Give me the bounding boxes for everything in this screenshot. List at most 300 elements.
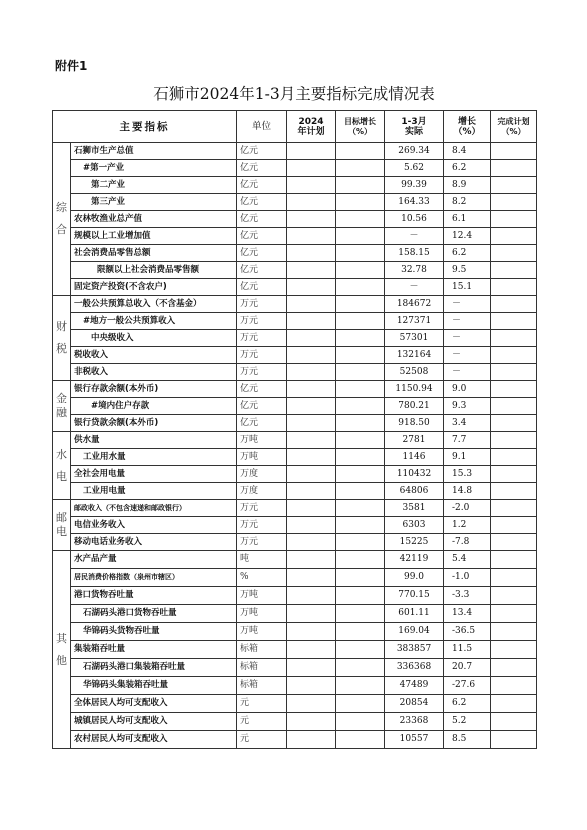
target-growth-cell xyxy=(336,483,385,500)
actual-value: 42119 xyxy=(385,551,444,569)
actual-value: 164.33 xyxy=(385,194,444,211)
growth-value: 12.4 xyxy=(444,228,491,245)
plan-cell xyxy=(287,641,336,659)
header-growth-text: 增长（%） xyxy=(453,116,481,137)
indicator-name: 石狮市生产总值 xyxy=(71,143,237,160)
growth-value: 13.4 xyxy=(444,605,491,623)
indicator-name: 水产品产量 xyxy=(71,551,237,569)
indicator-name: 一般公共预算总收入（不含基金） xyxy=(71,296,237,313)
growth-value: -2.0 xyxy=(444,500,491,517)
table-row xyxy=(53,677,537,695)
indicator-name: 农村居民人均可支配收入 xyxy=(71,731,237,749)
header-target-growth xyxy=(336,111,385,143)
completion-cell xyxy=(491,623,537,641)
unit-cell: 万度 xyxy=(237,466,287,483)
target-growth-cell xyxy=(336,398,385,415)
header-indicator: 主要指标 xyxy=(53,111,237,143)
plan-cell xyxy=(287,228,336,245)
category-label: 邮电 xyxy=(53,500,71,551)
growth-value: 6.1 xyxy=(444,211,491,228)
indicator-name: #地方一般公共预算收入 xyxy=(71,313,237,330)
table-row xyxy=(53,296,537,313)
header-target-growth-text: 目标增长（%） xyxy=(344,116,376,136)
table-row xyxy=(53,143,537,160)
unit-cell: 亿元 xyxy=(237,143,287,160)
plan-cell xyxy=(287,432,336,449)
target-growth-cell xyxy=(336,500,385,517)
actual-value: 110432 xyxy=(385,466,444,483)
table-row xyxy=(53,449,537,466)
growth-value: 11.5 xyxy=(444,641,491,659)
indicator-name: 居民消费价格指数（泉州市辖区） xyxy=(71,569,237,587)
unit-cell: 万吨 xyxy=(237,623,287,641)
header-actual-text: 1-3月实际 xyxy=(401,116,427,137)
table-row xyxy=(53,695,537,713)
target-growth-cell xyxy=(336,641,385,659)
table-row xyxy=(53,262,537,279)
plan-cell xyxy=(287,177,336,194)
growth-value: 3.4 xyxy=(444,415,491,432)
indicator-name: 华锦码头集装箱吞吐量 xyxy=(71,677,237,695)
indicator-name: 集装箱吞吐量 xyxy=(71,641,237,659)
growth-value: 1.2 xyxy=(444,517,491,534)
growth-value: 9.5 xyxy=(444,262,491,279)
completion-cell xyxy=(491,449,537,466)
target-growth-cell xyxy=(336,211,385,228)
unit-cell: 标箱 xyxy=(237,641,287,659)
target-growth-cell xyxy=(336,245,385,262)
growth-value: 6.2 xyxy=(444,695,491,713)
table-row xyxy=(53,415,537,432)
target-growth-cell xyxy=(336,449,385,466)
growth-value: -1.0 xyxy=(444,569,491,587)
table-row xyxy=(53,623,537,641)
completion-cell xyxy=(491,483,537,500)
actual-value: 57301 xyxy=(385,330,444,347)
indicator-name: 电信业务收入 xyxy=(71,517,237,534)
table-row xyxy=(53,330,537,347)
unit-cell: 元 xyxy=(237,695,287,713)
unit-cell: 万元 xyxy=(237,534,287,551)
target-growth-cell xyxy=(336,194,385,211)
target-growth-cell xyxy=(336,330,385,347)
indicator-name: 移动电话业务收入 xyxy=(71,534,237,551)
unit-cell: 万元 xyxy=(237,330,287,347)
completion-cell xyxy=(491,194,537,211)
completion-cell xyxy=(491,313,537,330)
table-row xyxy=(53,641,537,659)
unit-cell: 吨 xyxy=(237,551,287,569)
plan-cell xyxy=(287,466,336,483)
completion-cell xyxy=(491,517,537,534)
plan-cell xyxy=(287,623,336,641)
completion-cell xyxy=(491,296,537,313)
indicator-name: 城镇居民人均可支配收入 xyxy=(71,713,237,731)
unit-cell: 亿元 xyxy=(237,194,287,211)
completion-cell xyxy=(491,398,537,415)
completion-cell xyxy=(491,262,537,279)
completion-cell xyxy=(491,659,537,677)
indicator-name: 第三产业 xyxy=(71,194,237,211)
actual-value: 20854 xyxy=(385,695,444,713)
table-row xyxy=(53,483,537,500)
indicator-name: 全体居民人均可支配收入 xyxy=(71,695,237,713)
growth-value: 8.5 xyxy=(444,731,491,749)
actual-value: 127371 xyxy=(385,313,444,330)
table-row xyxy=(53,569,537,587)
plan-cell xyxy=(287,211,336,228)
completion-cell xyxy=(491,364,537,381)
completion-cell xyxy=(491,605,537,623)
unit-cell: 亿元 xyxy=(237,245,287,262)
page-title: 石狮市2024年1-3月主要指标完成情况表 xyxy=(153,85,435,103)
table-row xyxy=(53,245,537,262)
indicator-name: 石湖码头港口集装箱吞吐量 xyxy=(71,659,237,677)
unit-cell: 亿元 xyxy=(237,279,287,296)
indicator-name: 银行存款余额(本外币) xyxy=(71,381,237,398)
table-body xyxy=(53,143,537,749)
plan-cell xyxy=(287,551,336,569)
table-row xyxy=(53,432,537,449)
actual-value: 2781 xyxy=(385,432,444,449)
table-row xyxy=(53,313,537,330)
target-growth-cell xyxy=(336,143,385,160)
actual-value: 169.04 xyxy=(385,623,444,641)
indicator-name: 全社会用电量 xyxy=(71,466,237,483)
completion-cell xyxy=(491,245,537,262)
growth-value: 15.1 xyxy=(444,279,491,296)
growth-value: － xyxy=(444,330,491,347)
growth-value: -3.3 xyxy=(444,587,491,605)
header-growth xyxy=(444,111,491,143)
target-growth-cell xyxy=(336,713,385,731)
indicator-name: 工业用水量 xyxy=(71,449,237,466)
indicator-name: 银行贷款余额(本外币) xyxy=(71,415,237,432)
category-label: 财税 xyxy=(53,296,71,381)
actual-value: 99.39 xyxy=(385,177,444,194)
target-growth-cell xyxy=(336,262,385,279)
completion-cell xyxy=(491,177,537,194)
actual-value: 336368 xyxy=(385,659,444,677)
header-actual xyxy=(385,111,444,143)
target-growth-cell xyxy=(336,695,385,713)
indicator-name: 供水量 xyxy=(71,432,237,449)
target-growth-cell xyxy=(336,659,385,677)
plan-cell xyxy=(287,279,336,296)
growth-value: 6.2 xyxy=(444,160,491,177)
indicator-name: 华锦码头货物吞吐量 xyxy=(71,623,237,641)
indicator-name: 工业用电量 xyxy=(71,483,237,500)
completion-cell xyxy=(491,677,537,695)
plan-cell xyxy=(287,500,336,517)
actual-value: 1146 xyxy=(385,449,444,466)
table-row xyxy=(53,160,537,177)
actual-value: － xyxy=(385,279,444,296)
plan-cell xyxy=(287,731,336,749)
table-row xyxy=(53,194,537,211)
target-growth-cell xyxy=(336,364,385,381)
header-completion-text: 完成计划（%） xyxy=(497,116,530,136)
plan-cell xyxy=(287,262,336,279)
growth-value: 6.2 xyxy=(444,245,491,262)
actual-value: 770.15 xyxy=(385,587,444,605)
target-growth-cell xyxy=(336,160,385,177)
table-row xyxy=(53,605,537,623)
indicator-name: 社会消费品零售总额 xyxy=(71,245,237,262)
unit-cell: 元 xyxy=(237,731,287,749)
actual-value: 1150.94 xyxy=(385,381,444,398)
plan-cell xyxy=(287,143,336,160)
actual-value: 383857 xyxy=(385,641,444,659)
plan-cell xyxy=(287,483,336,500)
target-growth-cell xyxy=(336,731,385,749)
plan-cell xyxy=(287,160,336,177)
completion-cell xyxy=(491,228,537,245)
unit-cell: 万元 xyxy=(237,500,287,517)
plan-cell xyxy=(287,569,336,587)
plan-cell xyxy=(287,587,336,605)
unit-cell: 亿元 xyxy=(237,381,287,398)
growth-value: -36.5 xyxy=(444,623,491,641)
growth-value: 8.2 xyxy=(444,194,491,211)
table-row xyxy=(53,347,537,364)
actual-value: 601.11 xyxy=(385,605,444,623)
actual-value: 10557 xyxy=(385,731,444,749)
plan-cell xyxy=(287,695,336,713)
growth-value: － xyxy=(444,296,491,313)
unit-cell: % xyxy=(237,569,287,587)
table-row xyxy=(53,713,537,731)
category-label: 其他 xyxy=(53,551,71,749)
growth-value: 14.8 xyxy=(444,483,491,500)
actual-value: 99.0 xyxy=(385,569,444,587)
completion-cell xyxy=(491,160,537,177)
indicator-name: 中央级收入 xyxy=(71,330,237,347)
actual-value: 5.62 xyxy=(385,160,444,177)
growth-value: － xyxy=(444,313,491,330)
growth-value: 9.0 xyxy=(444,381,491,398)
table-row xyxy=(53,731,537,749)
indicator-name: 限额以上社会消费品零售额 xyxy=(71,262,237,279)
plan-cell xyxy=(287,605,336,623)
category-label: 综合 xyxy=(53,143,71,296)
indicator-name: 规模以上工业增加值 xyxy=(71,228,237,245)
actual-value: 3581 xyxy=(385,500,444,517)
target-growth-cell xyxy=(336,415,385,432)
target-growth-cell xyxy=(336,466,385,483)
growth-value: 8.4 xyxy=(444,143,491,160)
unit-cell: 元 xyxy=(237,713,287,731)
unit-cell: 亿元 xyxy=(237,228,287,245)
table-row xyxy=(53,177,537,194)
completion-cell xyxy=(491,587,537,605)
actual-value: 132164 xyxy=(385,347,444,364)
actual-value: 918.50 xyxy=(385,415,444,432)
table-row xyxy=(53,551,537,569)
attachment-label: 附件1 xyxy=(55,59,88,73)
completion-cell xyxy=(491,713,537,731)
plan-cell xyxy=(287,347,336,364)
target-growth-cell xyxy=(336,381,385,398)
plan-cell xyxy=(287,364,336,381)
target-growth-cell xyxy=(336,432,385,449)
table-row xyxy=(53,381,537,398)
completion-cell xyxy=(491,330,537,347)
table-header-row xyxy=(53,111,537,143)
actual-value: 47489 xyxy=(385,677,444,695)
indicator-name: #境内住户存款 xyxy=(71,398,237,415)
unit-cell: 万元 xyxy=(237,313,287,330)
indicator-name: 第二产业 xyxy=(71,177,237,194)
completion-cell xyxy=(491,500,537,517)
completion-cell xyxy=(491,641,537,659)
actual-value: 52508 xyxy=(385,364,444,381)
table-row xyxy=(53,228,537,245)
unit-cell: 亿元 xyxy=(237,262,287,279)
actual-value: 15225 xyxy=(385,534,444,551)
target-growth-cell xyxy=(336,605,385,623)
actual-value: 780.21 xyxy=(385,398,444,415)
unit-cell: 万元 xyxy=(237,364,287,381)
actual-value: 10.56 xyxy=(385,211,444,228)
growth-value: 8.9 xyxy=(444,177,491,194)
table-row xyxy=(53,211,537,228)
completion-cell xyxy=(491,279,537,296)
indicator-table xyxy=(52,110,537,749)
growth-value: 9.3 xyxy=(444,398,491,415)
completion-cell xyxy=(491,381,537,398)
indicator-name: 农林牧渔业总产值 xyxy=(71,211,237,228)
category-label: 金融 xyxy=(53,381,71,432)
header-plan-text: 2024年计划 xyxy=(297,116,325,137)
table-row xyxy=(53,659,537,677)
table-row xyxy=(53,587,537,605)
plan-cell xyxy=(287,398,336,415)
table-row xyxy=(53,517,537,534)
header-completion xyxy=(491,111,537,143)
plan-cell xyxy=(287,330,336,347)
table-row xyxy=(53,466,537,483)
completion-cell xyxy=(491,347,537,364)
completion-cell xyxy=(491,569,537,587)
actual-value: 269.34 xyxy=(385,143,444,160)
completion-cell xyxy=(491,432,537,449)
indicator-name: #第一产业 xyxy=(71,160,237,177)
target-growth-cell xyxy=(336,228,385,245)
target-growth-cell xyxy=(336,279,385,296)
table-row xyxy=(53,398,537,415)
plan-cell xyxy=(287,677,336,695)
target-growth-cell xyxy=(336,569,385,587)
target-growth-cell xyxy=(336,551,385,569)
growth-value: 9.1 xyxy=(444,449,491,466)
plan-cell xyxy=(287,296,336,313)
category-label: 水电 xyxy=(53,432,71,500)
target-growth-cell xyxy=(336,587,385,605)
target-growth-cell xyxy=(336,177,385,194)
unit-cell: 万吨 xyxy=(237,587,287,605)
indicator-name: 港口货物吞吐量 xyxy=(71,587,237,605)
actual-value: 158.15 xyxy=(385,245,444,262)
unit-cell: 标箱 xyxy=(237,659,287,677)
growth-value: － xyxy=(444,364,491,381)
actual-value: 32.78 xyxy=(385,262,444,279)
unit-cell: 万度 xyxy=(237,483,287,500)
actual-value: 184672 xyxy=(385,296,444,313)
completion-cell xyxy=(491,143,537,160)
plan-cell xyxy=(287,449,336,466)
unit-cell: 万吨 xyxy=(237,449,287,466)
unit-cell: 万元 xyxy=(237,517,287,534)
unit-cell: 万吨 xyxy=(237,605,287,623)
unit-cell: 万吨 xyxy=(237,432,287,449)
unit-cell: 亿元 xyxy=(237,398,287,415)
unit-cell: 标箱 xyxy=(237,677,287,695)
growth-value: -27.6 xyxy=(444,677,491,695)
indicator-name: 税收收入 xyxy=(71,347,237,364)
header-plan xyxy=(287,111,336,143)
completion-cell xyxy=(491,551,537,569)
target-growth-cell xyxy=(336,677,385,695)
unit-cell: 亿元 xyxy=(237,177,287,194)
indicator-name: 固定资产投资(不含农户) xyxy=(71,279,237,296)
indicator-name: 石湖码头港口货物吞吐量 xyxy=(71,605,237,623)
growth-value: 20.7 xyxy=(444,659,491,677)
actual-value: 6303 xyxy=(385,517,444,534)
plan-cell xyxy=(287,245,336,262)
growth-value: 5.2 xyxy=(444,713,491,731)
unit-cell: 万元 xyxy=(237,347,287,364)
plan-cell xyxy=(287,534,336,551)
target-growth-cell xyxy=(336,623,385,641)
actual-value: － xyxy=(385,228,444,245)
completion-cell xyxy=(491,211,537,228)
indicator-name: 非税收入 xyxy=(71,364,237,381)
completion-cell xyxy=(491,534,537,551)
plan-cell xyxy=(287,381,336,398)
target-growth-cell xyxy=(336,517,385,534)
growth-value: － xyxy=(444,347,491,364)
growth-value: 15.3 xyxy=(444,466,491,483)
plan-cell xyxy=(287,713,336,731)
plan-cell xyxy=(287,313,336,330)
target-growth-cell xyxy=(336,347,385,364)
completion-cell xyxy=(491,731,537,749)
target-growth-cell xyxy=(336,534,385,551)
plan-cell xyxy=(287,415,336,432)
unit-cell: 亿元 xyxy=(237,415,287,432)
growth-value: 5.4 xyxy=(444,551,491,569)
growth-value: 7.7 xyxy=(444,432,491,449)
table-row xyxy=(53,534,537,551)
completion-cell xyxy=(491,466,537,483)
table-row xyxy=(53,364,537,381)
table-row xyxy=(53,279,537,296)
actual-value: 23368 xyxy=(385,713,444,731)
target-growth-cell xyxy=(336,296,385,313)
table-row xyxy=(53,500,537,517)
unit-cell: 万元 xyxy=(237,296,287,313)
growth-value: -7.8 xyxy=(444,534,491,551)
unit-cell: 亿元 xyxy=(237,211,287,228)
header-unit: 单位 xyxy=(237,111,287,143)
indicator-name: 邮政收入（不包含速递和邮政银行） xyxy=(71,500,237,517)
plan-cell xyxy=(287,194,336,211)
plan-cell xyxy=(287,659,336,677)
unit-cell: 亿元 xyxy=(237,160,287,177)
completion-cell xyxy=(491,695,537,713)
target-growth-cell xyxy=(336,313,385,330)
